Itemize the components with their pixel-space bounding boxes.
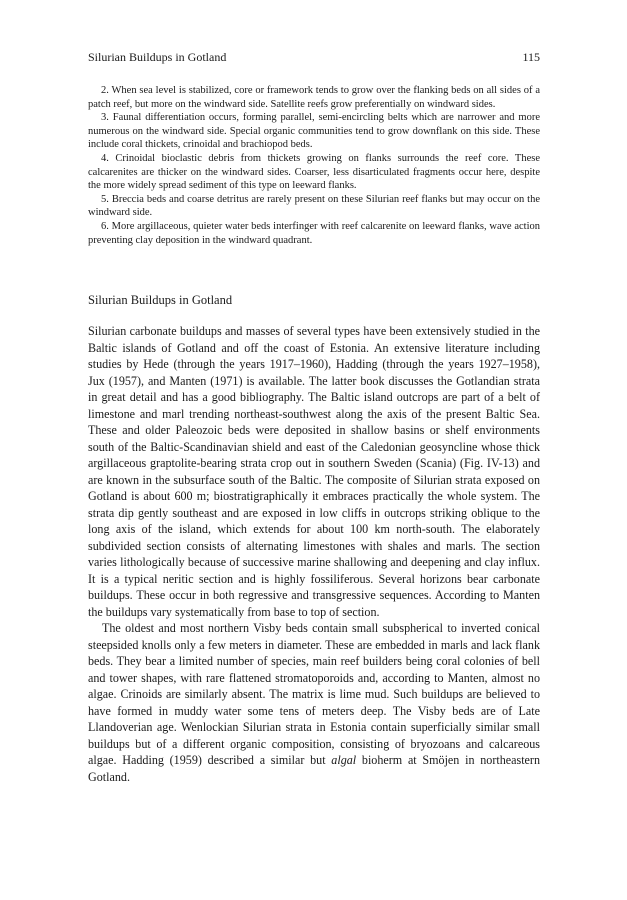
paragraph-1: Silurian carbonate buildups and masses of several types have been extensively studied in the Baltic islands of Gotland and off the coast of Estonia. An extensive literature including studies by Hede (through the years 1917–1960), Hadding (through the years 1927–1958), Jux (1957), and Manten (1971) is available. The latter book discusses the Gotlandian strata in great detail and has a good bibliography. The Baltic island outcrops are part of a belt of limestone and marl trending northeast-southwest along the axis of the present Baltic Sea. These and older Paleozoic beds were deposited in shallow basins or shelf environments south of the Baltic-Scandinavian shield and east of the Caledonian geosyncline whose thick argillaceous graptolite-bearing strata crop out in southern Sweden (Scania) (Fig. IV-13) and are known in the subsurface south of the Baltic. The composite of Silurian strata exposed on Gotland is about 600 m; biostratigraphically it embraces practically the whole system. The strata dip gently southeast and are exposed in low cliffs in outcrops striking oblique to the long axis of the island, which extends for about 100 km north-south. The elaborately subdivided section consists of alternating limestones with shales and marls. The section varies lithologically because of successive marine shallowing and deepening and clay influx. It is a typical neritic section and is highly fossiliferous. Several horizons bear carbonate buildups. These occur in both regressive and transgressive sequences. According to Manten the buildups vary systematically from base to top of section.	[88, 324, 540, 619]
list-item: 4. Crinoidal bioclastic debris from thickets growing on flanks surrounds the reef core. These calcarenites are thicker on the windward sides. Coarser, less disarticulated fragments occur here, despite the more widely spread sediment of this type on leeward flanks.	[88, 152, 540, 192]
paragraph-2-text-end: bioherm at Smöjen in northeastern Gotland.	[88, 753, 540, 784]
running-header	[88, 50, 540, 66]
list-item: 2. When sea level is stabilized, core or framework tends to grow over the flanking beds on all sides of a patch reef, but more on the windward side. Satellite reefs grow preferentially on windward sides.	[88, 85, 540, 110]
paragraph-2-text: The oldest and most northern Visby beds contain small subspherical to inverted conical steepsided knolls only a few meters in diameter. These are embedded in marls and lack flank beds. They bear a limited number of species, main reef builders being coral colonies of bell and tower shapes, with rare flattened stromatoporoids and, according to Manten, almost no algae. Crinoids are similarly absent. The matrix is lime mud. Such buildups are believed to have formed in muddy water some tens of meters deep. The Visby beds are of Late Llandoverian age. Wenlockian Silurian strata in Estonia contain superficially similar small buildups but of a different organic composition, consisting of bryozoans and calcareous algae. Hadding (1959) described a similar but	[88, 621, 540, 768]
paragraph-2-emphasis: algal	[331, 753, 357, 768]
body-text	[88, 323, 540, 785]
page-number: 115	[522, 50, 540, 64]
section-heading: Silurian Buildups in Gotland	[88, 293, 233, 308]
list-item: 3. Faunal differentiation occurs, forming parallel, semi-encircling belts which are narrower and more numerous on the windward side. Special organic communities tend to grow downflank on this side. These include coral thickets, crinoidal and brachiopod beds.	[88, 112, 540, 151]
running-title: Silurian Buildups in Gotland	[88, 50, 227, 64]
list-item: 6. More argillaceous, quieter water beds interfinger with reef calcarenite on leeward flanks, wave action preventing clay deposition in the windward quadrant.	[88, 220, 540, 246]
page	[88, 50, 540, 785]
numbered-list	[88, 84, 540, 247]
list-item: 5. Breccia beds and coarse detritus are rarely present on these Silurian reef flanks but may occur on the windward side.	[88, 193, 540, 219]
paragraph-2	[88, 620, 540, 785]
